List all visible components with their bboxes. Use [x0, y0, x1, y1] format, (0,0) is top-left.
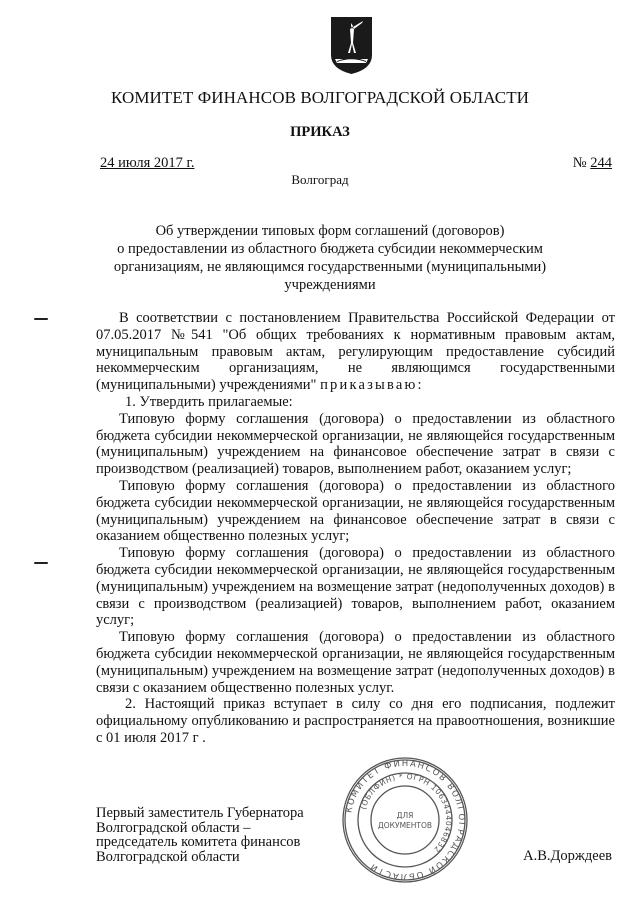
item-2-paragraph: 2. Настоящий приказ вступает в силу со дня его подписания, подлежит официальному опубликованию и распространяется на правоотношения, возникшие с 01 июля 2017 г . [96, 696, 615, 746]
signer-line: Волгоградской области [96, 848, 240, 865]
title-line: Об утверждении типовых форм соглашений (договоров) [155, 223, 505, 239]
preamble-text: В соответствии с постановлением Правительства Российской Федерации от 07.05.2017 №541 "Об общих требованиях к нормативным правовым актам, муниципальным правовым актам, регулирующим предоставление субсидий некоммерческим организациям, не являющимся государственными (муниципальными) учреждениями" [96, 310, 615, 394]
preamble-paragraph [96, 310, 615, 394]
title-line: о предоставлении из областного бюджета субсидии некоммерческим [117, 241, 543, 257]
document-body [96, 310, 615, 747]
document-number [573, 155, 612, 172]
stamp-center-line2: ДОКУМЕНТОВ [377, 821, 433, 830]
signer-line: председатель комитета финансов [96, 834, 301, 850]
form-paragraph: Типовую форму соглашения (договора) о предоставлении из областного бюджета субсидии некоммерческой организации, не являющейся государственным (муниципальным) учреждением на финансовое обеспечение затрат в связи с производством (реализацией) товаров, выполнением работ, оказанием услуг; [96, 410, 615, 478]
official-stamp-icon [340, 755, 470, 885]
agency-name: КОМИТЕТ ФИНАНСОВ ВОЛГОГРАДСКОЙ ОБЛАСТИ [110, 88, 530, 107]
title-line: учреждениями [284, 277, 376, 293]
item-1-heading: 1. Утвердить прилагаемые: [125, 393, 293, 410]
stamp-outer-text: КОМИТЕТ ФИНАНСОВ ВОЛГОГРАДСКОЙ ОБЛАСТИ [344, 758, 467, 882]
number-prefix: № [572, 155, 587, 171]
signer-line: Волгоградской области – [96, 819, 251, 836]
margin-punch-mark [34, 318, 48, 320]
signer-line: Первый заместитель Губернатора [96, 805, 304, 821]
document-date: 24 июля 2017 г. [100, 155, 195, 171]
order-word: приказываю: [320, 377, 424, 394]
stamp-center-line1: ДЛЯ [396, 811, 414, 820]
document-title [110, 222, 550, 294]
margin-punch-mark [34, 562, 48, 564]
stamp-inner-text: (ОБЛФИН) * ОГРН 1063444046832 [358, 771, 454, 855]
form-paragraph: Типовую форму соглашения (договора) о предоставлении из областного бюджета субсидии некоммерческой организации, не являющейся государственным (муниципальным) учреждением на финансовое обеспечение затрат в связи с оказанием общественно полезных услуг; [96, 477, 615, 545]
signer-name: А.В.Дорждеев [523, 848, 612, 864]
form-paragraph: Типовую форму соглашения (договора) о предоставлении из областного бюджета субсидии некоммерческой организации, не являющейся государственным (муниципальным) учреждением на возмещение затрат (недополученных доходов) в связи с производством (реализацией) товаров, выполнением работ, оказанием услуг; [96, 545, 615, 629]
signer-position [96, 806, 304, 864]
number-value: 244 [590, 155, 612, 171]
document-type: ПРИКАЗ [290, 124, 350, 140]
form-paragraph: Типовую форму соглашения (договора) о предоставлении из областного бюджета субсидии некоммерческой организации, не являющейся государственным (муниципальным) учреждением на возмещение затрат (недополученных доходов) в связи с оказанием общественно полезных услуг. [96, 629, 615, 696]
document-city: Волгоград [291, 172, 349, 187]
title-line: организациям, не являющимся государственными (муниципальными) [113, 259, 547, 275]
coat-of-arms-icon [329, 15, 374, 76]
